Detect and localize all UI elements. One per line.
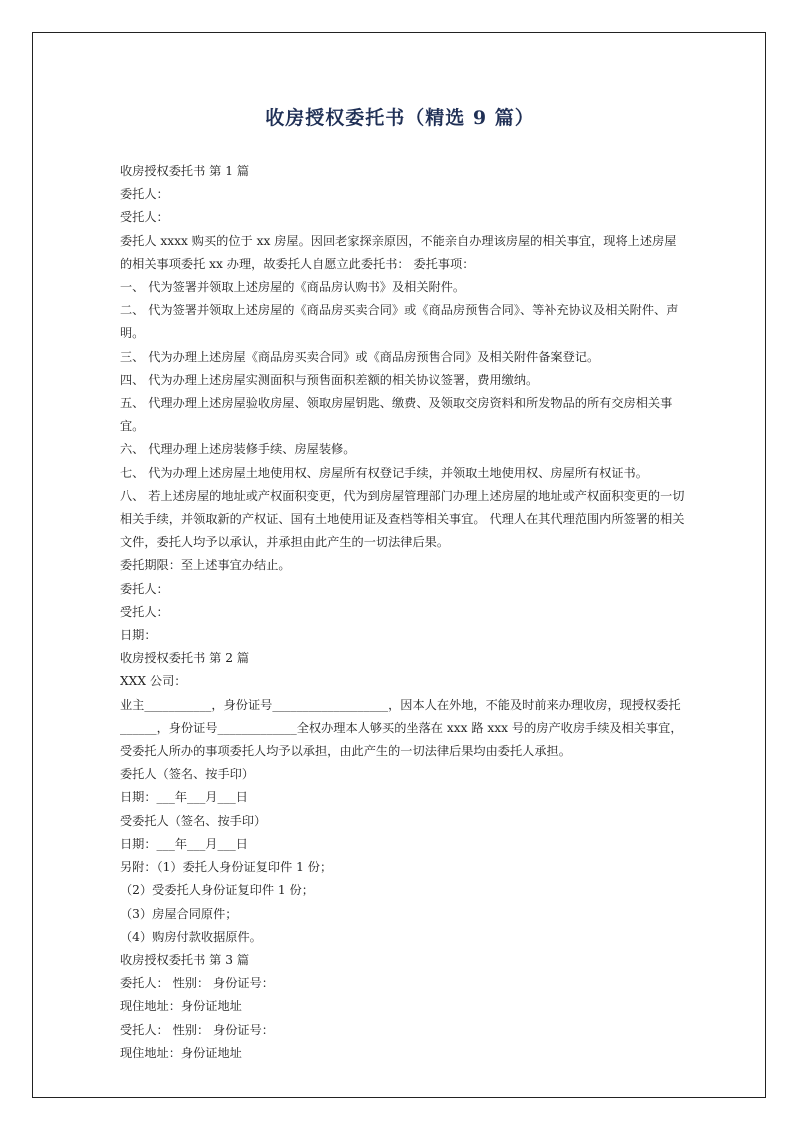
paragraph: 委托人（签名、按手印）: [120, 767, 255, 782]
paragraph: （3）房屋合同原件；: [120, 906, 238, 921]
paragraph: 三、 代为办理上述房屋《商品房买卖合同》或《商品房预售合同》及相关附件备案登记。: [120, 349, 600, 364]
paragraph: （4）购房付款收据原件。: [120, 929, 262, 944]
paragraph: 委托人 xxxx 购买的位于 xx 房屋。因回老家探亲原因，不能亲自办理该房屋的相关事宜，现将上述房屋的相关事项委托 xx 办理，故委托人自愿立此委托书： 委托事项：: [120, 233, 677, 271]
paragraph: 另附：（1）委托人身份证复印件 1 份；: [120, 860, 333, 875]
paragraph: 五、 代理办理上述房屋验收房屋、领取房屋钥匙、缴费、及领取交房资料和所发物品的所有交房相关事宜。: [120, 396, 673, 434]
paragraph: 现住地址：身份证地址: [120, 999, 242, 1014]
paragraph: 受托人：: [120, 604, 169, 619]
paragraph: 收房授权委托书 第 2 篇: [120, 651, 250, 666]
paragraph: 受托人： 性别： 身份证号：: [120, 1022, 274, 1037]
paragraph: 委托人：: [120, 581, 169, 596]
paragraph: 四、 代为办理上述房屋实测面积与预售面积差额的相关协议签署，费用缴纳。: [120, 372, 539, 387]
paragraph: 八、 若上述房屋的地址或产权面积变更，代为到房屋管理部门办理上述房屋的地址或产权面积变更的一切相关手续，并领取新的产权证、国有土地使用证及查档等相关事宜。 代理人在其代理范围内所签署的相关文件，委托人均予以承认，并承担由此产生的一切法律后果。: [120, 488, 685, 550]
paragraph: XXX 公司：: [120, 674, 187, 689]
document-title: 收房授权委托书（精选 9 篇）: [265, 107, 535, 129]
paragraph: 委托人：: [120, 187, 169, 202]
paragraph: 现住地址：身份证地址: [120, 1045, 242, 1060]
paragraph: 二、 代为签署并领取上述房屋的《商品房买卖合同》或《商品房预售合同》、等补充协议及相关附件、声明。: [120, 303, 679, 341]
paragraph: 收房授权委托书 第 1 篇: [120, 164, 250, 178]
paragraph: 委托人： 性别： 身份证号：: [120, 976, 274, 991]
paragraph: 受托人：: [120, 210, 169, 225]
paragraph: 日期：___年___月___日: [120, 836, 248, 851]
paragraph: 日期：: [120, 628, 157, 643]
paragraph: 六、 代理办理上述房装修手续、房屋装修。: [120, 442, 356, 457]
document-body: [120, 160, 686, 1065]
paragraph: 日期：___年___月___日: [120, 790, 248, 805]
paragraph: （2）受委托人身份证复印件 1 份；: [120, 883, 314, 898]
paragraph: 业主___________，身份证号___________________，因本人在外地，不能及时前来办理收房，现授权委托______，身份证号_____________全权办理本人够买的坐落在 xxx 路 xxx 号的房产收房手续及相关事宜，受委托人所办的事项委托人均予以承担，由此产生的一切法律后果均由委托人承担。: [120, 697, 683, 759]
paragraph: 收房授权委托书 第 3 篇: [120, 952, 250, 967]
paragraph: 委托期限：至上述事宜办结止。: [120, 558, 291, 573]
paragraph: 受委托人（签名、按手印）: [120, 813, 267, 828]
paragraph: 七、 代为办理上述房屋土地使用权、房屋所有权登记手续，并领取土地使用权、房屋所有权证书。: [120, 465, 648, 480]
paragraph: 一、 代为签署并领取上述房屋的《商品房认购书》及相关附件。: [120, 280, 466, 295]
